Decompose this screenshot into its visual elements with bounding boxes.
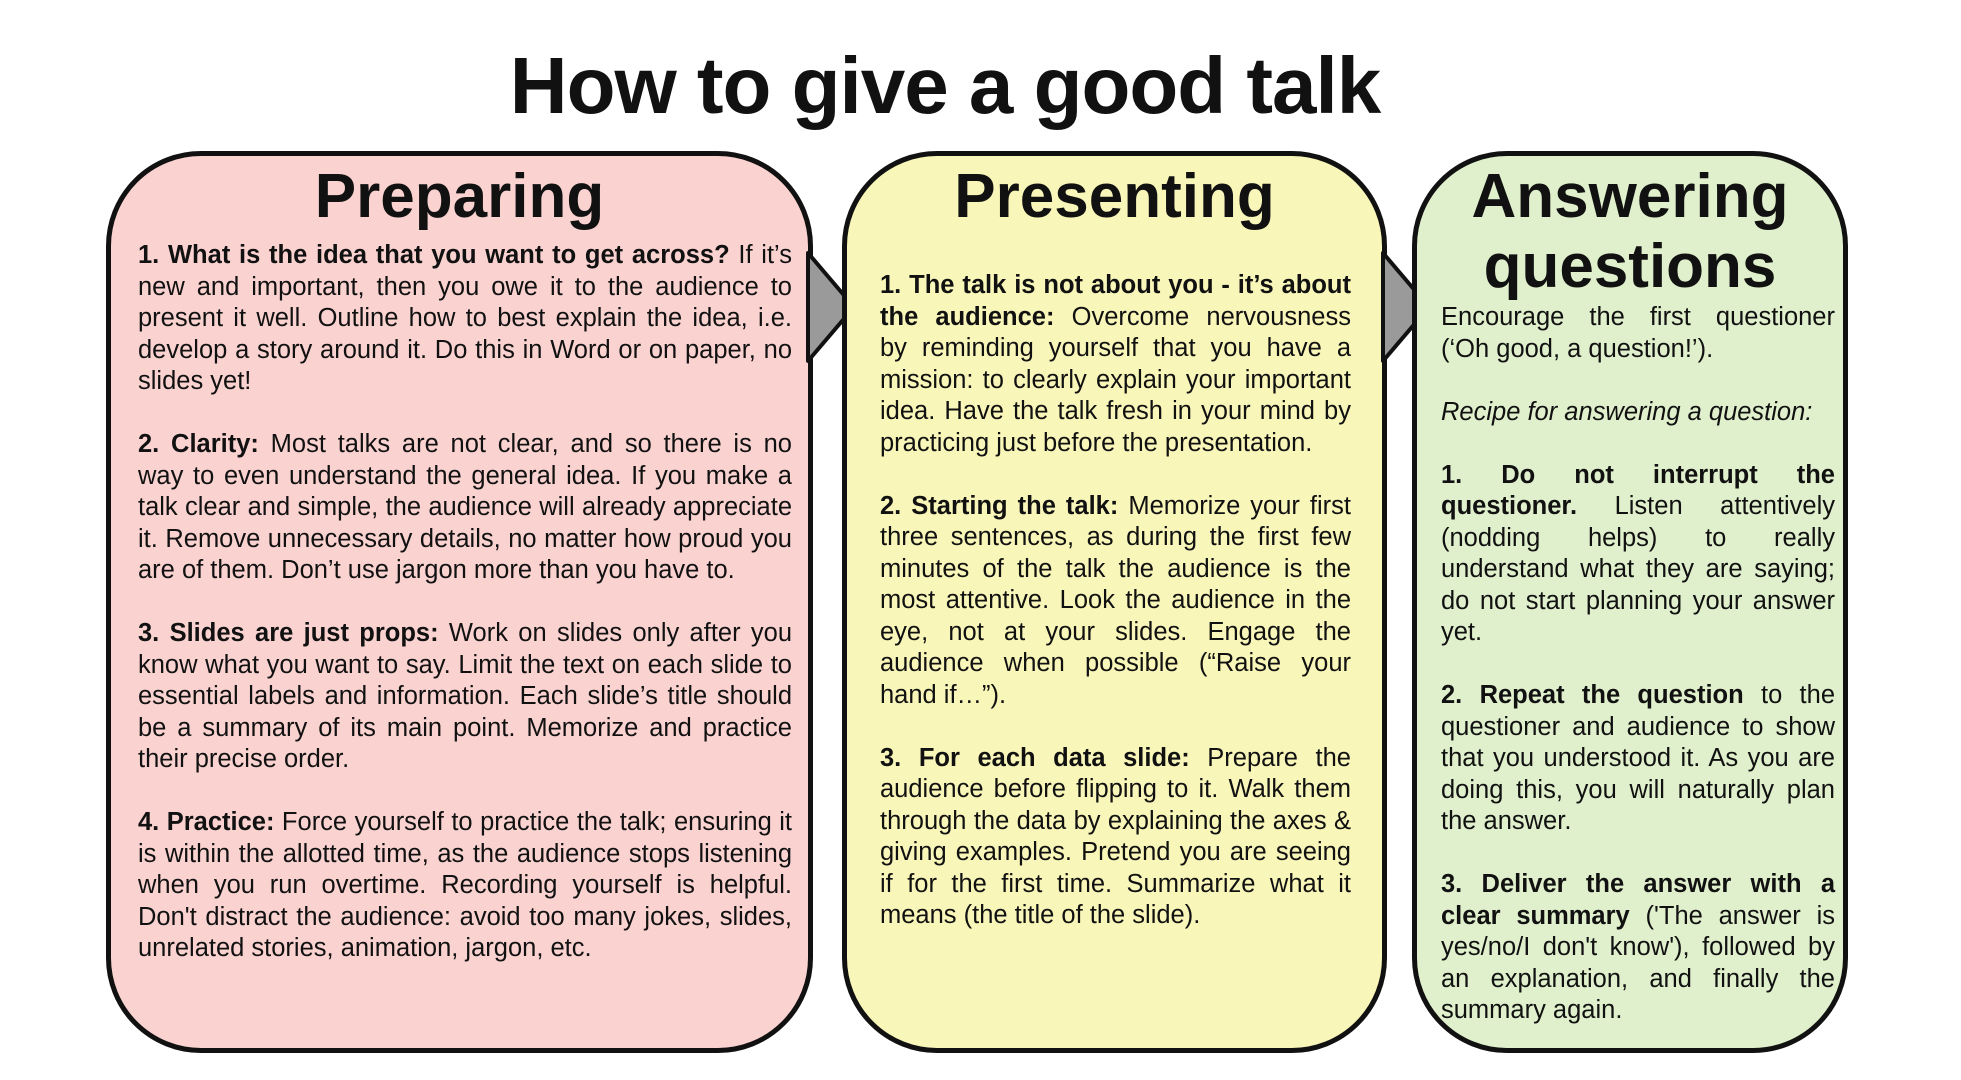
preparing-body (111, 232, 808, 965)
preparing-item-3-heading: 3. Slides are just props: (138, 619, 439, 647)
answering-item-2-heading: 2. Repeat the question (1441, 681, 1744, 709)
answering-item-3-heading: 3. Deliver the answer with a clear summary (1441, 870, 1835, 930)
presenting-item-2-heading: 2. Starting the talk: (880, 491, 1119, 520)
answering-item-3-text: ('The answer is yes/no/I don't know'), followed by an explanation, and finally the summary again. (1441, 901, 1835, 1024)
preparing-item-4-text: Force yourself to practice the talk; ensuring it is within the allotted time, as the audience stops listening when you run overtime. Recording yourself is helpful. Don't distract the audience: avoid too many jokes, slides, unrelated stories, animation, jargon, etc. (138, 808, 792, 962)
presenting-item-3-heading: 3. For each data slide: (880, 743, 1190, 772)
presenting-item-2 (880, 491, 1351, 712)
answering-item-1 (1441, 460, 1835, 649)
answering-item-2-text: to the questioner and audience to show that you understood it. As you are doing this, you will naturally plan the answer. (1441, 681, 1835, 835)
answering-intro: Encourage the first questioner (‘Oh good, a question!’). (1441, 303, 1835, 363)
preparing-title: Preparing (314, 162, 605, 231)
presenting-item-3 (880, 743, 1351, 932)
preparing-item-4-heading: 4. Practice: (138, 808, 275, 836)
presenting-panel (842, 151, 1387, 1053)
preparing-item-3-text: Work on slides only after you know what you want to say. Limit the text on each slide to essential labels and information. Each slide’s title should be a summary of its main point. Memorize and practice their precise order. (138, 619, 793, 773)
answering-item-1-heading: 1. Do not interrupt the questioner. (1441, 460, 1835, 520)
preparing-item-1-text: If it’s new and important, then you owe it to the audience to present it well. Outline how to best explain the idea, i.e. develop a story around it. Do this in Word or on paper, no slides yet! (138, 241, 792, 395)
answering-panel (1412, 151, 1848, 1053)
presenting-item-1-heading: 1. The talk is not about you - it’s about the audience: (880, 271, 1351, 331)
preparing-item-1-heading: 1. What is the idea that you want to get across? (138, 241, 730, 269)
answering-title: Answering questions (1471, 162, 1789, 301)
answering-body (1417, 302, 1843, 1027)
preparing-panel (106, 151, 813, 1053)
preparing-item-2-heading: 2. Clarity: (138, 430, 259, 458)
preparing-item-3 (138, 618, 792, 776)
answering-item-3 (1441, 869, 1835, 1027)
page-title: How to give a good talk (509, 41, 1381, 130)
preparing-item-1 (138, 240, 792, 398)
presenting-item-2-text: Memorize your first three sentences, as during the first few minutes of the talk the audience is the most attentive. Look the audience in the eye, not at your slides. Engage the audience when possible (“Raise your hand if…”). (880, 491, 1351, 709)
answering-recipe-label (1441, 397, 1835, 429)
presenting-item-1 (880, 270, 1351, 459)
presenting-body (847, 232, 1382, 932)
presenting-item-1-text: Overcome nervousness by reminding yourself that you have a mission: to clearly explain your important idea. Have the talk fresh in your mind by practicing just before the presentation. (880, 302, 1351, 457)
presenting-item-3-text: Prepare the audience before flipping to it. Walk them through the data by explaining the axes & giving examples. Pretend you are seeing if for the first time. Summarize what it means (the title of the slide). (880, 743, 1351, 929)
preparing-item-2-text: Most talks are not clear, and so there is no way to even understand the general idea. If you make a talk clear and simple, the audience will already appreciate it. Remove unnecessary details, no matter how proud you are of them. Don’t use jargon more than you have to. (138, 430, 792, 584)
answering-recipe-text: Recipe for answering a question: (1441, 397, 1813, 426)
presenting-title: Presenting (954, 162, 1275, 231)
preparing-item-4 (138, 807, 792, 965)
preparing-item-2 (138, 429, 792, 587)
answering-item-1-text: Listen attentively (nodding helps) to really understand what they are saying; do not start planning your answer yet. (1441, 492, 1835, 646)
answering-item-2 (1441, 680, 1835, 838)
